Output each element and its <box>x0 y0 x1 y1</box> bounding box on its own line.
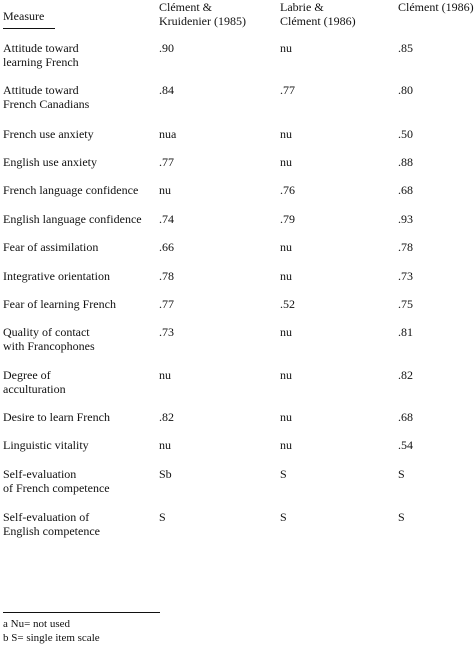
clement-kruidenier-value: S <box>159 510 166 524</box>
clement-kruidenier-value: .73 <box>159 325 174 339</box>
clement-1986-value: .82 <box>398 368 413 382</box>
measure-column-header: Measure <box>3 9 45 23</box>
measure-cell <box>3 183 138 197</box>
clement-1986-value: .50 <box>398 127 413 141</box>
clement-1986-value: .68 <box>398 183 413 197</box>
measure-header-underline <box>3 28 55 29</box>
column-header-line: Clément (1986) <box>280 14 356 28</box>
labrie-clement-value: nu <box>280 240 292 254</box>
labrie-clement-value: nu <box>280 325 292 339</box>
measure-label-line: Attitude toward <box>3 83 79 97</box>
measure-cell <box>3 438 89 452</box>
clement-kruidenier-value: Sb <box>159 467 172 481</box>
measure-label-line: Linguistic vitality <box>3 438 89 452</box>
labrie-clement-value: .77 <box>280 83 295 97</box>
measure-cell <box>3 155 97 169</box>
measure-label-line: French language confidence <box>3 183 139 197</box>
clement-kruidenier-value: .84 <box>159 83 174 97</box>
labrie-clement-value: .52 <box>280 297 295 311</box>
measure-label-line: of French competence <box>3 481 110 495</box>
clement-kruidenier-value: .74 <box>159 212 174 226</box>
labrie-clement-value: nu <box>280 368 292 382</box>
clement-1986-value: .80 <box>398 83 413 97</box>
labrie-clement-value: nu <box>280 41 292 55</box>
clement-1986-value: S <box>398 467 405 481</box>
footnote-b: b S= single item scale <box>3 632 100 644</box>
clement-1986-value: .88 <box>398 155 413 169</box>
measure-label-line: French Canadians <box>3 97 90 111</box>
measure-label-line: Fear of assimilation <box>3 240 99 254</box>
labrie-clement-value: nu <box>280 410 292 424</box>
labrie-clement-value: S <box>280 467 287 481</box>
labrie-clement-value: S <box>280 510 287 524</box>
measure-cell <box>3 467 110 495</box>
measure-cell <box>3 510 100 538</box>
column-header-clement-1986 <box>398 0 474 14</box>
measure-label-line: Attitude toward <box>3 41 79 55</box>
measure-label-line: Fear of learning French <box>3 297 116 311</box>
clement-1986-value: .75 <box>398 297 413 311</box>
clement-1986-value: .81 <box>398 325 413 339</box>
clement-kruidenier-value: .77 <box>159 155 174 169</box>
measure-cell <box>3 41 79 69</box>
column-header-line: Clément & <box>159 0 212 14</box>
clement-kruidenier-value: nu <box>159 368 171 382</box>
labrie-clement-value: nu <box>280 127 292 141</box>
clement-1986-value: .73 <box>398 269 413 283</box>
labrie-clement-value: .79 <box>280 212 295 226</box>
measure-cell <box>3 83 89 111</box>
measure-label-line: English use anxiety <box>3 155 97 169</box>
clement-1986-value: .85 <box>398 41 413 55</box>
clement-1986-value: .68 <box>398 410 413 424</box>
measure-cell <box>3 368 66 396</box>
measure-cell <box>3 297 116 311</box>
measure-label-line: Desire to learn French <box>3 410 110 424</box>
clement-kruidenier-value: nua <box>159 127 177 141</box>
measure-cell <box>3 212 142 226</box>
labrie-clement-value: nu <box>280 155 292 169</box>
measure-label-line: learning French <box>3 55 79 69</box>
labrie-clement-value: nu <box>280 269 292 283</box>
measure-label-line: English language confidence <box>3 212 142 226</box>
clement-kruidenier-value: .82 <box>159 410 174 424</box>
clement-kruidenier-value: .77 <box>159 297 174 311</box>
measure-label-line: Degree of <box>3 368 51 382</box>
clement-1986-value: .93 <box>398 212 413 226</box>
measure-label-line: acculturation <box>3 382 66 396</box>
measure-cell <box>3 269 110 283</box>
footnote-divider <box>3 612 160 613</box>
measure-label-line: with Francophones <box>3 339 95 353</box>
labrie-clement-value: nu <box>280 438 292 452</box>
clement-kruidenier-value: .78 <box>159 269 174 283</box>
clement-1986-value: S <box>398 510 405 524</box>
measure-cell <box>3 127 94 141</box>
clement-kruidenier-value: nu <box>159 183 171 197</box>
column-header-clement-kruidenier <box>159 0 246 28</box>
clement-kruidenier-value: nu <box>159 438 171 452</box>
measure-label-line: Quality of contact <box>3 325 90 339</box>
column-header-labrie-clement <box>280 0 356 28</box>
measure-label-line: Self-evaluation <box>3 467 77 481</box>
clement-1986-value: .54 <box>398 438 413 452</box>
column-header-line: Clément (1986) <box>398 0 474 14</box>
column-header-line: Kruidenier (1985) <box>159 14 246 28</box>
measure-cell <box>3 240 98 254</box>
labrie-clement-value: .76 <box>280 183 295 197</box>
measure-label-line: French use anxiety <box>3 127 94 141</box>
measure-label-line: Integrative orientation <box>3 269 110 283</box>
column-header-line: Labrie & <box>280 0 324 14</box>
measure-cell <box>3 410 110 424</box>
measure-label-line: English competence <box>3 524 100 538</box>
footnote-a: a Nu= not used <box>3 618 70 630</box>
clement-kruidenier-value: .66 <box>159 240 174 254</box>
clement-kruidenier-value: .90 <box>159 41 174 55</box>
measure-cell <box>3 325 95 353</box>
measure-label-line: Self-evaluation of <box>3 510 90 524</box>
clement-1986-value: .78 <box>398 240 413 254</box>
